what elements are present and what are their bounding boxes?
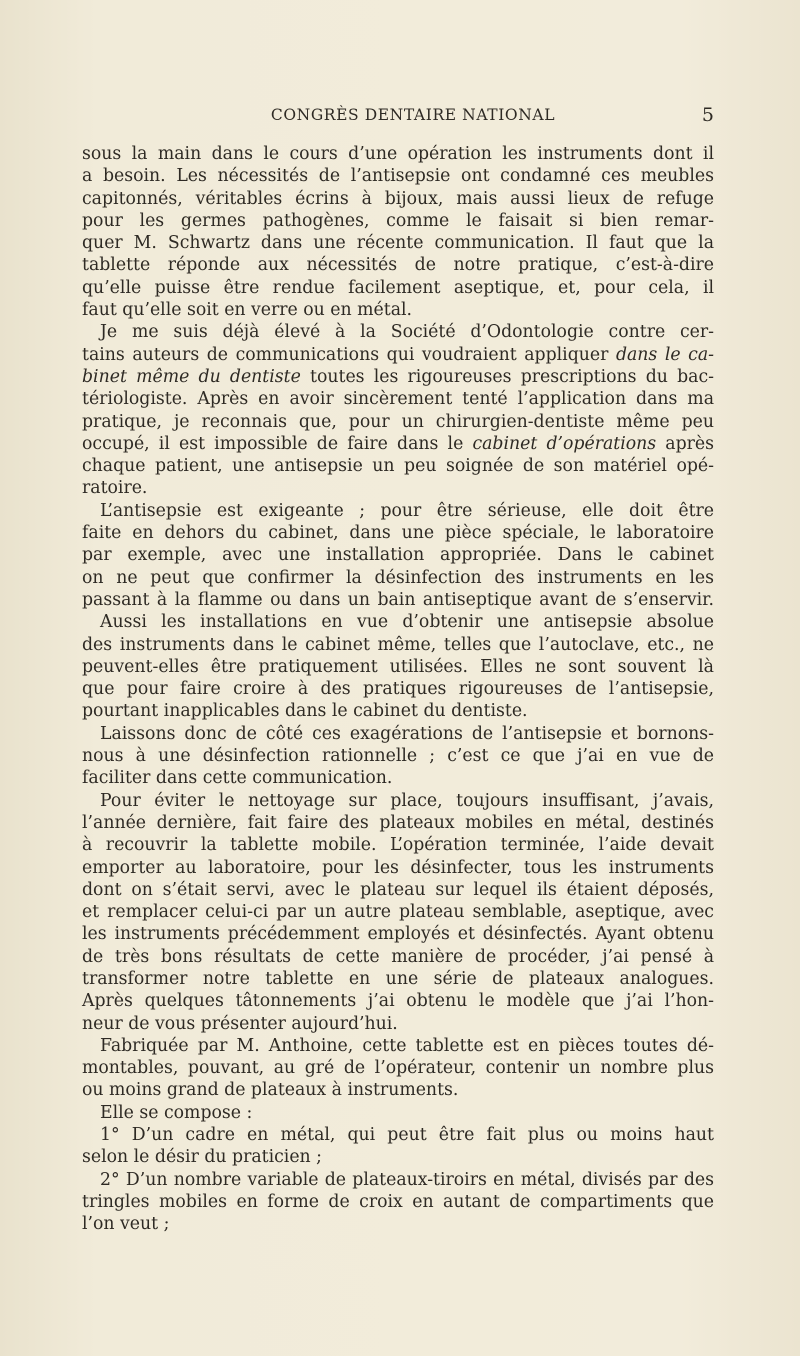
text-line (82, 143, 714, 165)
italic-text: binet même du dentiste (82, 366, 301, 387)
text-segment: tériologiste. Après en avoir sincèrement tenté l’application dans ma (82, 389, 714, 410)
body-text (82, 143, 714, 1236)
text-segment: ratoire. (82, 478, 148, 499)
italic-text: dans le ca- (615, 344, 714, 365)
text-segment: toutes les rigoureuses prescriptions du bac- (300, 366, 714, 387)
text-line (82, 790, 714, 812)
text-line (82, 500, 714, 522)
text-segment: après (656, 433, 714, 454)
text-segment: chaque patient, une antisepsie un peu soignée de son matériel opé- (82, 456, 714, 477)
text-line (82, 767, 714, 789)
text-line (82, 879, 714, 901)
text-line (82, 277, 714, 299)
text-line (82, 1057, 714, 1079)
text-segment: Après quelques tâtonnements j’ai obtenu le modèle que j’ai l’hon- (82, 991, 714, 1012)
text-line (82, 678, 714, 700)
text-line (82, 723, 714, 745)
running-title: CONGRÈS DENTAIRE NATIONAL (270, 106, 556, 124)
text-segment: faut qu’elle soit en verre ou en métal. (82, 300, 413, 321)
text-segment: 1° D’un cadre en métal, qui peut être fait plus ou moins haut (100, 1125, 714, 1146)
text-segment: quer M. Schwartz dans une récente communication. Il faut que la (82, 233, 714, 254)
text-segment: qu’elle puisse être rendue facilement aseptique, et, pour cela, il (82, 277, 714, 298)
text-line (82, 210, 714, 232)
text-segment: que pour faire croire à des pratiques rigoureuses de l’antisepsie, (82, 679, 714, 700)
text-line (82, 321, 714, 343)
text-line (82, 477, 714, 499)
text-line (82, 1169, 714, 1191)
text-line (82, 923, 714, 945)
text-line (82, 299, 714, 321)
text-line (82, 1191, 714, 1213)
text-segment: des instruments dans le cabinet même, telles que l’autoclave, etc., ne (82, 634, 714, 655)
text-segment: selon le désir du praticien ; (82, 1147, 322, 1168)
text-line (82, 857, 714, 879)
text-line (82, 1213, 714, 1235)
text-line (82, 165, 714, 187)
text-segment: l’on veut ; (82, 1214, 170, 1235)
text-line (82, 1013, 714, 1035)
text-segment: peuvent-elles être pratiquement utilisées. Elles ne sont souvent là (82, 656, 714, 677)
text-segment: transformer notre tablette en une série de plateaux analogues. (82, 968, 714, 989)
text-segment: pourtant inapplicables dans le cabinet du dentiste. (82, 701, 528, 722)
text-line (82, 990, 714, 1012)
text-segment: par exemple, avec une installation appropriée. Dans le cabinet (82, 545, 714, 566)
text-segment: passant à la flamme ou dans un bain antiseptique avant de s’enservir. (82, 589, 714, 610)
text-line (82, 388, 714, 410)
text-line (82, 589, 714, 611)
text-line (82, 411, 714, 433)
text-line (82, 544, 714, 566)
text-line (82, 745, 714, 767)
text-segment: L’antisepsie est exigeante ; pour être sérieuse, elle doit être (100, 500, 714, 521)
text-line (82, 522, 714, 544)
text-line (82, 968, 714, 990)
text-line (82, 567, 714, 589)
text-line (82, 366, 714, 388)
text-segment: a besoin. Les nécessités de l’antisepsie ont condamné ces meubles (82, 166, 714, 187)
text-line (82, 1146, 714, 1168)
text-segment: Pour éviter le nettoyage sur place, toujours insuffisant, j’avais, (100, 790, 714, 811)
text-line (82, 611, 714, 633)
text-line (82, 344, 714, 366)
text-segment: on ne peut que confirmer la désinfection des instruments en les (82, 567, 714, 588)
text-segment: Elle se compose : (100, 1102, 253, 1123)
text-line (82, 455, 714, 477)
text-segment: l’année dernière, fait faire des plateaux mobiles en métal, destinés (82, 812, 714, 833)
text-line (82, 634, 714, 656)
text-segment: occupé, il est impossible de faire dans le (82, 433, 473, 454)
page-header (82, 106, 714, 130)
text-segment: capitonnés, véritables écrins à bijoux, mais aussi lieux de refuge (82, 188, 714, 209)
italic-text: cabinet d’opérations (472, 433, 657, 454)
text-segment: Laissons donc de côté ces exagérations de l’antisepsie et bornons- (100, 723, 714, 744)
text-segment: Aussi les installations en vue d’obtenir une antisepsie absolue (100, 612, 714, 633)
text-segment: neur de vous présenter aujourd’hui. (82, 1013, 398, 1034)
text-line (82, 656, 714, 678)
text-line (82, 1035, 714, 1057)
text-line (82, 254, 714, 276)
text-segment: nous à une désinfection rationnelle ; c’est ce que j’ai en vue de (82, 746, 714, 767)
text-segment: faciliter dans cette communication. (82, 768, 393, 789)
text-segment: sous la main dans le cours d’une opération les instruments dont il (82, 144, 714, 164)
page-number: 5 (701, 104, 714, 126)
text-segment: faite en dehors du cabinet, dans une pièce spéciale, le laboratoire (82, 523, 714, 544)
text-line (82, 232, 714, 254)
text-segment: et remplacer celui-ci par un autre plateau semblable, aseptique, avec (82, 902, 714, 923)
text-segment: dont on s’était servi, avec le plateau sur lequel ils étaient déposés, (82, 879, 714, 900)
text-line (82, 433, 714, 455)
text-line (82, 1079, 714, 1101)
text-line (82, 700, 714, 722)
text-segment: ou moins grand de plateaux à instruments. (82, 1080, 459, 1101)
text-line (82, 1124, 714, 1146)
text-segment: 2° D’un nombre variable de plateaux-tiroirs en métal, divisés par des (100, 1169, 714, 1190)
text-segment: Fabriquée par M. Anthoine, cette tablette est en pièces toutes dé- (100, 1035, 714, 1056)
text-segment: pratique, je reconnais que, pour un chirurgien-dentiste même peu (82, 411, 714, 432)
text-segment: de très bons résultats de cette manière de procéder, j’ai pensé à (82, 946, 714, 967)
text-line (82, 834, 714, 856)
text-line (82, 812, 714, 834)
text-line (82, 901, 714, 923)
text-segment: tains auteurs de communications qui voudraient appliquer (82, 344, 616, 365)
text-segment: tablette réponde aux nécessités de notre pratique, c’est-à-dire (82, 255, 714, 276)
text-segment: montables, pouvant, au gré de l’opérateur, contenir un nombre plus (82, 1058, 714, 1079)
text-segment: emporter au laboratoire, pour les désinfecter, tous les instruments (82, 857, 714, 878)
text-segment: Je me suis déjà élevé à la Société d’Odontologie contre cer- (100, 322, 714, 343)
text-line (82, 946, 714, 968)
text-segment: à recouvrir la tablette mobile. L’opération terminée, l’aide devait (82, 835, 714, 856)
text-line (82, 1102, 714, 1124)
text-segment: les instruments précédemment employés et désinfectés. Ayant obtenu (82, 924, 714, 945)
text-segment: pour les germes pathogènes, comme le faisait si bien remar- (82, 210, 714, 231)
text-line (82, 188, 714, 210)
text-segment: tringles mobiles en forme de croix en autant de compartiments que (82, 1191, 714, 1212)
